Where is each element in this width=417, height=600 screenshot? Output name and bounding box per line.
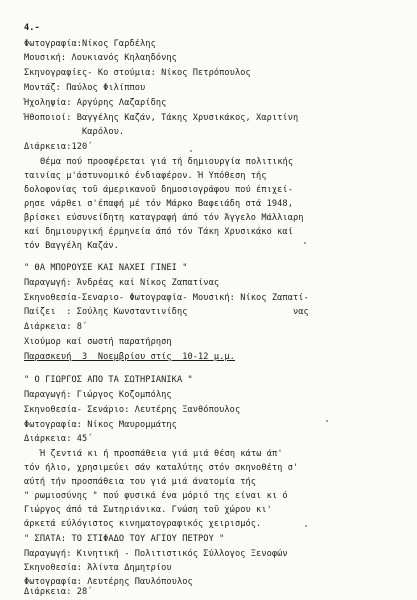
sheet-number: 4.- — [24, 23, 40, 33]
description-line: τόν ήλιο, χρησιμεύει σάν καταλύτης στόν σκηνοθέτη σ' — [24, 463, 299, 473]
description-line: Γιώργος άπό τά Σωτηριάνικα. Γνώση τοῦ χώρου κι' — [24, 505, 272, 515]
description-line: δολοφονίας τοῦ άμερικανοῦ δημοσιογράφου πού έπιχεί- — [24, 185, 293, 195]
credit-production: Παραγωγή: Κινητική - Πολιτιστικός Σύλλογος Ξενοφών — [24, 549, 288, 559]
credit-set-design: Σκηνογραφίες- Κο στούμια: Νίκος Πετρόπουλος — [24, 68, 251, 78]
duration: Διάρκεια: 45΄ — [24, 434, 93, 444]
credit-cast: Ήθοποιοί: Βαγγέλης Καζάν, Τάκης Χρυσικάκος, Χαριτίνη — [24, 113, 299, 123]
description-line: ρησε νάρθει σ'έπαφή μέ τόν Μάρκο Βαφειάδη στά 1948, — [24, 199, 293, 209]
credit-direction: Σκηνοθεσία-Σεναριο- Φωτογραφία- Μουσική: Νίκος Ζαπατί- — [24, 293, 309, 303]
credit-production: Παραγωγή: Άνδρέας καί Νίκος Ζαπατίνας — [24, 278, 220, 288]
description-line: ταινίας μ'άστυνομικό ένδιαφέρον. Ή Υπόθεση τής — [24, 171, 267, 181]
credit-cast: Παίζει : Σούλης Κωνσταντινίδης νας — [24, 307, 309, 317]
credit-editing: Μοντάζ: Παύλος Φιλίππου — [24, 83, 146, 93]
ink-speck — [305, 525, 307, 527]
credit-photography: Φωτογραφία:Νίκος Γαρδέλης — [24, 39, 156, 49]
description-line: Ή ζεντιά κι ή προσπάθεια γιά μιά θέση κάτω άπ' — [40, 449, 283, 459]
ink-speck — [326, 420, 328, 422]
description-line: καί δημιουργική έρμηνεία άπό τόν Τάκη Χρυσικάκο καί — [24, 227, 293, 237]
duration: Διάρκεια: 28΄ — [24, 587, 93, 597]
ink-speck — [190, 150, 192, 152]
description-line: αύτή τήν προσπάθεια του γιά μιά άνατομία τής — [24, 477, 257, 487]
credit-sound: Ήχοληψία: Αργύρης Λαζαρίδης — [24, 98, 167, 108]
credit-direction: Σκηνοθεσία: Άλίντα Δημητρίου — [24, 563, 172, 573]
description-line: άρκετά εύλόγιστος κινηματογραφικός χειρισμός. — [24, 519, 262, 529]
description-line: " ρωμιοσύνης " πού φυσικά ένα μόριό της είναι κι ό — [24, 491, 288, 501]
credit-cast-continued: Καρόλου. — [82, 127, 125, 137]
credit-production: Παραγωγή: Γιώργος Κοζομπόλης — [24, 390, 172, 400]
film-title: " ΣΠΑΤΑ: ΤΟ ΣΤΙΦΑΔΟ ΤΟΥ ΑΓΙΟΥ ΠΕΤΡΟΥ " — [24, 534, 225, 544]
description-line: τόν Βαγγέλη Καζάν. — [24, 241, 119, 251]
credit-direction: Σκηνοθεσία- Σενάριο: Λευτέρης Ξανθόπουλος — [24, 405, 241, 415]
film-title: " Ο ΓΙΩΡΓΟΣ ΑΠΟ ΤΑ ΣΩΤΗΡΙΑΝΙΚΑ " — [24, 375, 193, 385]
ink-speck — [304, 242, 306, 244]
film-note: Χιούμορ καί σωστή παρατήρηση — [24, 337, 172, 347]
credit-photography: Φωτογραφία: Νίκος Μαυρομμάτης — [24, 420, 177, 430]
film-title: " ΘΑ ΜΠΟΡΟΥΣΕ ΚΑΙ ΝΑΧΕΙ ΓΙΝΕΙ " — [24, 263, 188, 273]
description-line: Θέμα πού προσφέρεται γιά τή δημιουργία πολιτικής — [40, 157, 294, 167]
credit-photography: Φωτογραφία: Λευτέρης Παυλόπουλος — [24, 577, 193, 587]
duration: Διάρκεια: 8΄ — [24, 322, 88, 332]
duration: Διάρκεια:120΄ — [24, 142, 93, 152]
credit-music: Μουσική: Λουκιανός Κηλαηδόνης — [24, 53, 177, 63]
description-line: βρίσκει εύσυνείδητη καταγραφή άπό τόν Άγγελο Μάλλιαρη — [24, 213, 304, 223]
screening-time: Παρασκευή 3 Νοεμβρίου στίς 10-12 μ.μ. — [24, 352, 235, 362]
